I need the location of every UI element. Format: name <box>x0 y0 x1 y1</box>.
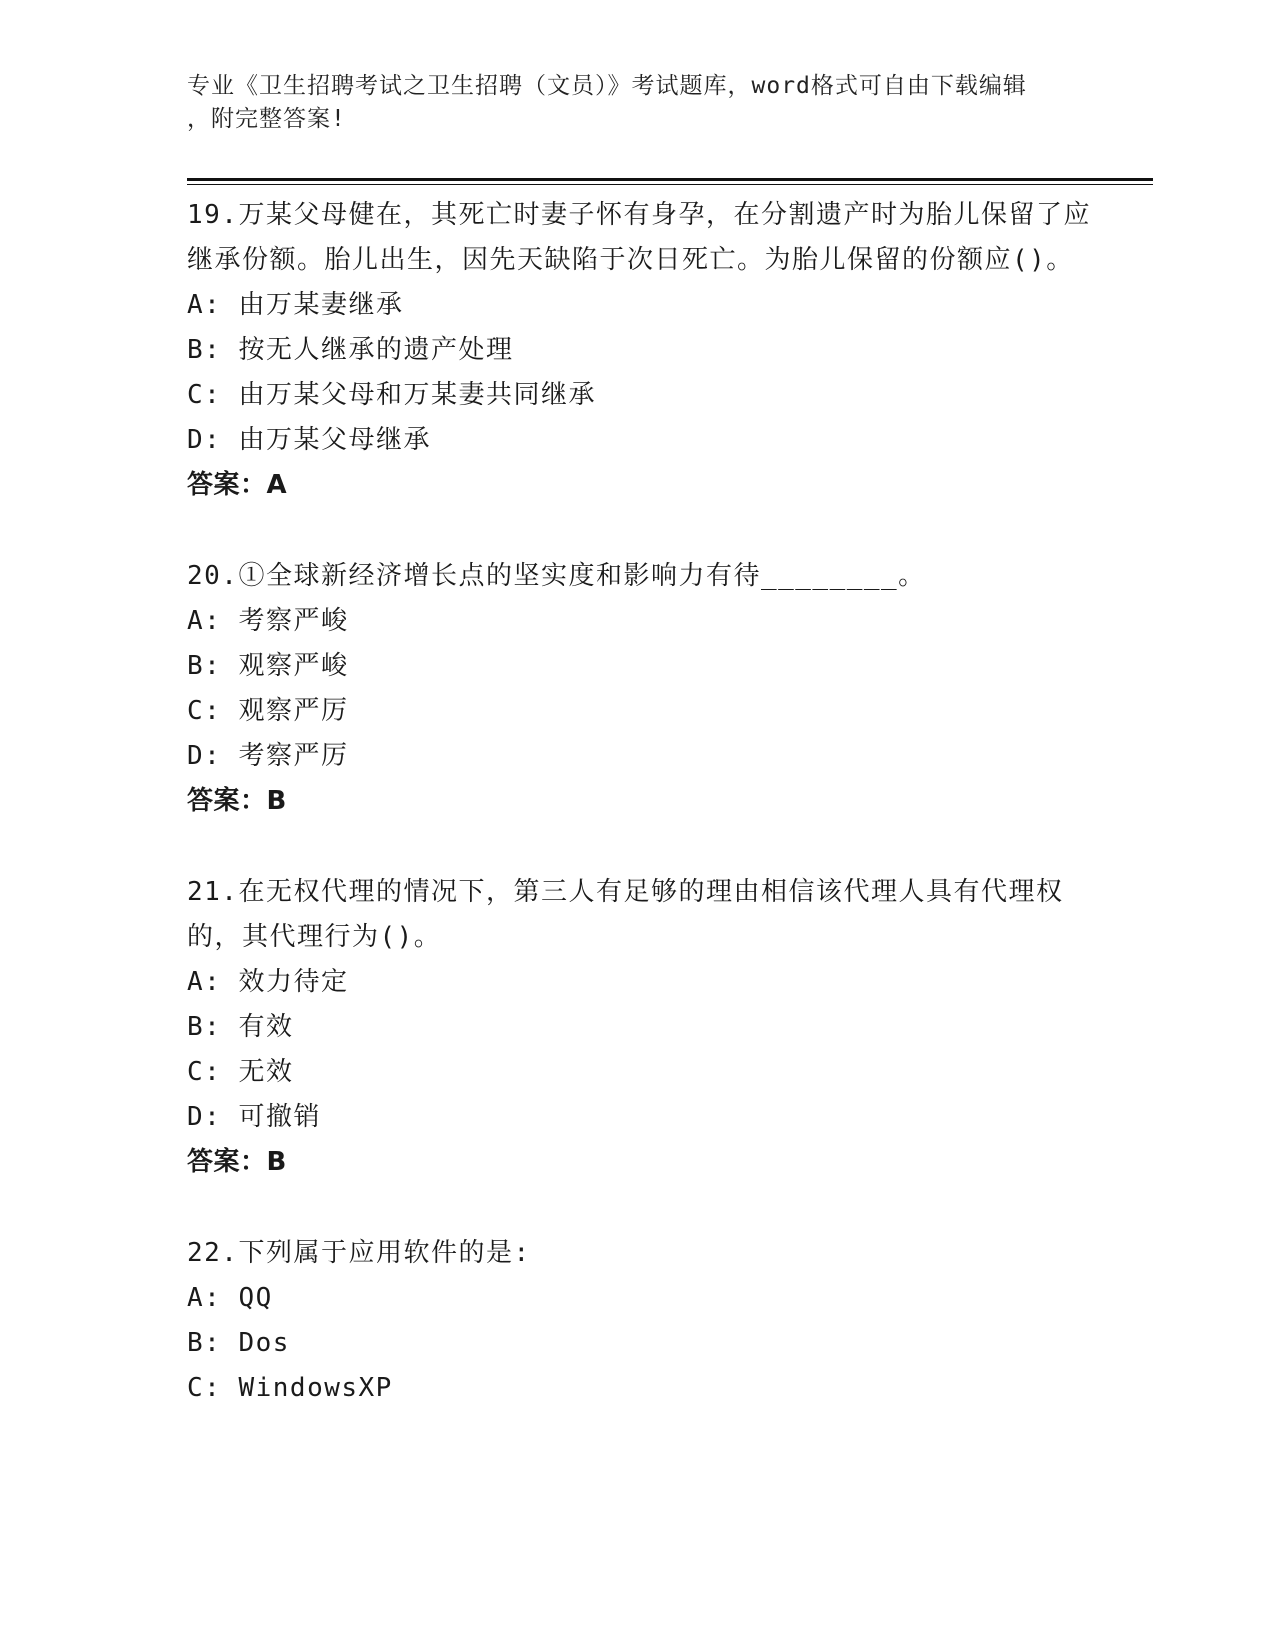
question-20 <box>187 554 1117 824</box>
option-c: C: 无效 <box>187 1057 294 1087</box>
option-d: D: 由万某父母继承 <box>187 425 431 455</box>
question-stem: 20.①全球新经济增长点的坚实度和影响力有待________。 <box>187 561 926 591</box>
option-c: C: 由万某父母和万某妻共同继承 <box>187 380 596 410</box>
question-22 <box>187 1231 1117 1411</box>
question-stem: 19.万某父母健在，其死亡时妻子怀有身孕，在分割遗产时为胎儿保留了应继承份额。胎儿出生，因先天缺陷于次日死亡。为胎儿保留的份额应()。 <box>187 200 1091 275</box>
header-divider-thick <box>187 178 1153 181</box>
option-a: A: 由万某妻继承 <box>187 290 404 320</box>
option-b: B: Dos <box>187 1328 290 1358</box>
answer: 答案：A <box>187 470 288 500</box>
document-header <box>187 70 1067 136</box>
answer: 答案：B <box>187 786 287 816</box>
option-c: C: WindowsXP <box>187 1373 393 1403</box>
question-stem: 21.在无权代理的情况下，第三人有足够的理由相信该代理人具有代理权的，其代理行为()。 <box>187 877 1064 952</box>
header-line-1: 专业《卫生招聘考试之卫生招聘（文员）》考试题库，word格式可自由下载编辑 <box>187 73 1027 99</box>
option-a: A: QQ <box>187 1283 273 1313</box>
question-19 <box>187 193 1117 508</box>
option-d: D: 考察严厉 <box>187 741 349 771</box>
answer: 答案：B <box>187 1147 287 1177</box>
header-divider-thin <box>187 184 1153 185</box>
option-d: D: 可撤销 <box>187 1102 321 1132</box>
question-21 <box>187 870 1117 1185</box>
option-b: B: 按无人继承的遗产处理 <box>187 335 514 365</box>
option-b: B: 有效 <box>187 1012 294 1042</box>
question-stem: 22.下列属于应用软件的是: <box>187 1238 531 1268</box>
option-b: B: 观察严峻 <box>187 651 349 681</box>
option-c: C: 观察严厉 <box>187 696 349 726</box>
option-a: A: 效力待定 <box>187 967 349 997</box>
question-list <box>187 193 1117 1457</box>
option-a: A: 考察严峻 <box>187 606 349 636</box>
header-line-2: ，附完整答案! <box>187 106 346 132</box>
